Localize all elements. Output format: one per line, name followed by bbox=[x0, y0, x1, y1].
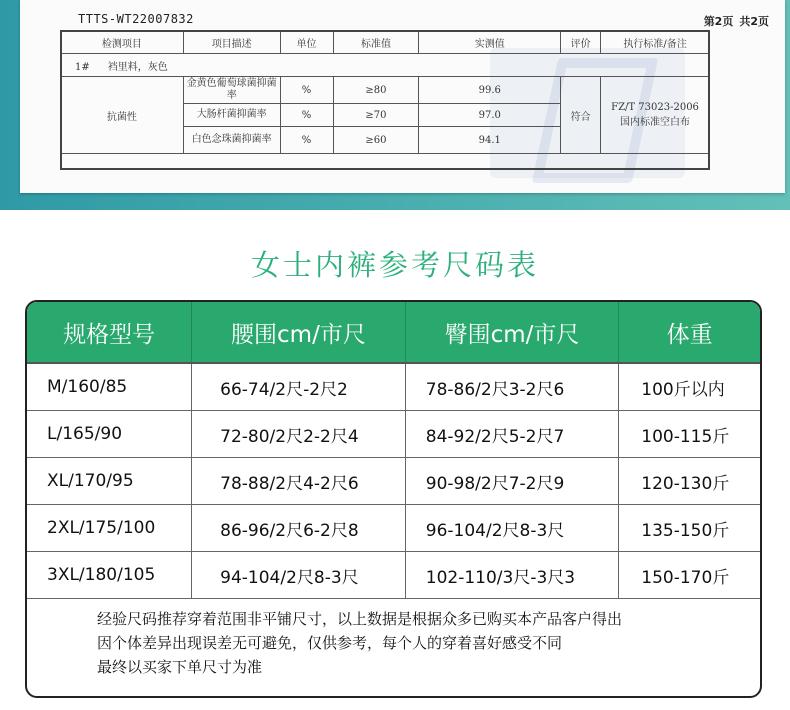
waist-cell: 86-96/2尺6-2尺8 bbox=[192, 505, 406, 552]
unit-cell: % bbox=[280, 127, 333, 154]
size-header-row bbox=[27, 302, 760, 363]
size-header-cell: 臀围cm/市尺 bbox=[405, 302, 619, 363]
hip-cell: 90-98/2尺7-2尺9 bbox=[405, 458, 619, 505]
test-item: 抗菌性 bbox=[61, 77, 184, 154]
evaluation-result: 符合 bbox=[561, 77, 601, 154]
report-header-cell: 标准值 bbox=[333, 31, 419, 54]
standard-code: FZ/T 73023-2006 bbox=[611, 102, 699, 113]
hip-cell: 96-104/2尺8-3尺 bbox=[405, 505, 619, 552]
size-cell: M/160/85 bbox=[27, 363, 192, 411]
standard-value: ≥70 bbox=[333, 104, 419, 127]
report-page-total: 共2页 bbox=[739, 15, 769, 28]
report-data-row bbox=[61, 77, 710, 104]
measured-value: 99.6 bbox=[419, 77, 561, 104]
size-header-cell: 体重 bbox=[619, 302, 760, 363]
size-row bbox=[27, 363, 760, 411]
waist-cell: 72-80/2尺2-2尺4 bbox=[192, 411, 406, 458]
report-header-cell: 单位 bbox=[280, 31, 333, 54]
waist-cell: 94-104/2尺8-3尺 bbox=[192, 552, 406, 599]
measured-value: 94.1 bbox=[419, 127, 561, 154]
report-header-cell: 实测值 bbox=[419, 31, 561, 54]
note-line: 经验尺码推荐穿着范围非平铺尺寸，以上数据是根据众多已购买本产品客户得出 bbox=[97, 610, 623, 628]
sample-description bbox=[61, 54, 710, 77]
waist-cell: 66-74/2尺-2尺2 bbox=[192, 363, 406, 411]
size-row bbox=[27, 458, 760, 505]
weight-cell: 120-130斤 bbox=[619, 458, 760, 505]
note-line: 最终以买家下单尺寸为准 bbox=[97, 658, 263, 676]
report-header-cell: 评价 bbox=[561, 31, 601, 54]
report-header-cell: 执行标准/备注 bbox=[601, 31, 710, 54]
weight-cell: 135-150斤 bbox=[619, 505, 760, 552]
size-chart-note bbox=[27, 598, 760, 679]
standard-reference bbox=[601, 77, 710, 154]
size-row bbox=[27, 505, 760, 552]
item-description: 白色念珠菌抑菌率 bbox=[183, 127, 280, 154]
size-row bbox=[27, 552, 760, 599]
size-cell: XL/170/95 bbox=[27, 458, 192, 505]
measured-value: 97.0 bbox=[419, 104, 561, 127]
item-description: 大肠杆菌抑菌率 bbox=[183, 104, 280, 127]
report-number: TTTS-WT22007832 bbox=[78, 12, 194, 26]
hip-cell: 102-110/3尺-3尺3 bbox=[405, 552, 619, 599]
waist-cell: 78-88/2尺4-2尺6 bbox=[192, 458, 406, 505]
size-cell: 3XL/180/105 bbox=[27, 552, 192, 599]
sample-number: 1# bbox=[75, 61, 90, 73]
size-cell: 2XL/175/100 bbox=[27, 505, 192, 552]
hip-cell: 78-86/2尺3-2尺6 bbox=[405, 363, 619, 411]
size-header-cell: 腰围cm/市尺 bbox=[192, 302, 406, 363]
item-description: 金黄色葡萄球菌抑菌率 bbox=[183, 77, 280, 104]
size-chart-card bbox=[25, 300, 762, 698]
weight-cell: 100-115斤 bbox=[619, 411, 760, 458]
standard-value: ≥60 bbox=[333, 127, 419, 154]
size-cell: L/165/90 bbox=[27, 411, 192, 458]
unit-cell: % bbox=[280, 104, 333, 127]
weight-cell: 100斤以内 bbox=[619, 363, 760, 411]
report-header-cell: 项目描述 bbox=[183, 31, 280, 54]
report-header-row bbox=[61, 31, 710, 54]
standard-value: ≥80 bbox=[333, 77, 419, 104]
hip-cell: 84-92/2尺5-2尺7 bbox=[405, 411, 619, 458]
size-row bbox=[27, 411, 760, 458]
report-sample-row bbox=[61, 54, 710, 77]
report-page-number: 第2页 bbox=[703, 15, 734, 28]
page-title: 女士内裤参考尺码表 bbox=[250, 248, 539, 282]
note-line: 因个体差异出现误差无可避免，仅供参考，每个人的穿着喜好感受不同 bbox=[97, 634, 563, 652]
report-header-cell: 检测项目 bbox=[61, 31, 184, 54]
size-header-cell: 规格型号 bbox=[27, 302, 192, 363]
sample-text: 裆里料，灰色 bbox=[107, 61, 168, 73]
antibacterial-test-table bbox=[60, 30, 710, 154]
weight-cell: 150-170斤 bbox=[619, 552, 760, 599]
standard-note: 国内标准空白布 bbox=[620, 117, 691, 128]
report-page-indicator bbox=[698, 13, 769, 29]
size-chart-table bbox=[27, 302, 760, 598]
unit-cell: % bbox=[280, 77, 333, 104]
